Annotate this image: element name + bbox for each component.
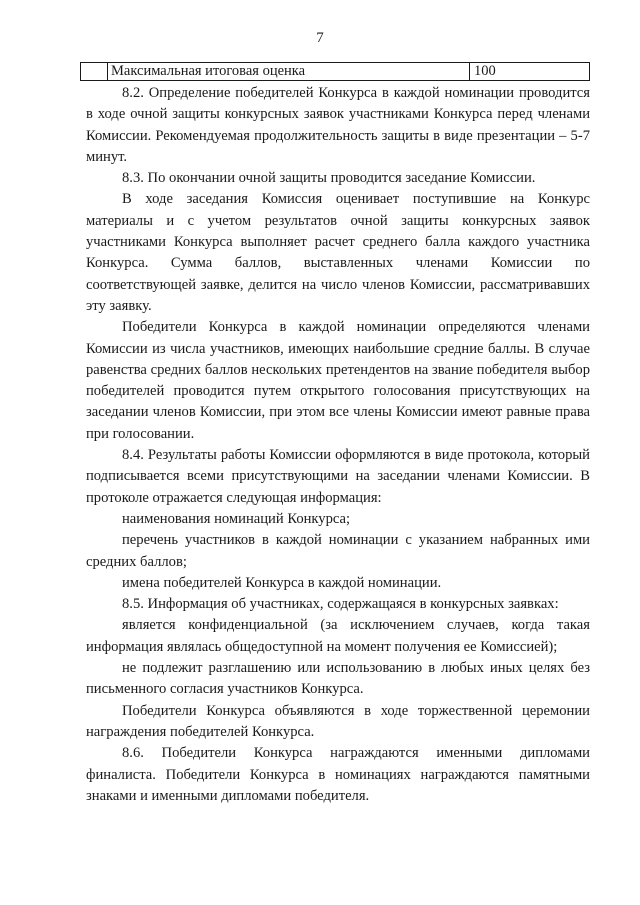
- document-body: [86, 83, 590, 807]
- paragraph-8-3: 8.3. По окончании очной защиты проводится заседание Комиссии.: [122, 170, 536, 187]
- list-item-winners: имена победителей Конкурса в каждой номинации.: [122, 574, 442, 591]
- table-cell-value: 100: [474, 63, 496, 79]
- list-item-no-disclosure: не подлежит разглашению или использованию в любых иных целях без письменного согласия участников Конкурса.: [86, 660, 590, 698]
- paragraph-8-4: 8.4. Результаты работы Комиссии оформляются в виде протокола, который подписывается всеми присутствующими на заседании членами Комиссии. В протоколе отражается следующая информация:: [86, 447, 590, 506]
- list-item-confidential: является конфиденциальной (за исключением случаев, когда такая информация являлась общедоступной на момент получения ее Комиссией);: [86, 617, 590, 655]
- table-cell-label: Максимальная итоговая оценка: [108, 63, 470, 80]
- paragraph-8-2: 8.2. Определение победителей Конкурса в каждой номинации проводится в ходе очной защиты конкурсных заявок участниками Конкурса перед членами Комиссии. Рекомендуемая продолжительность защиты в виде презентации – 5-7 минут.: [86, 85, 590, 165]
- paragraph-8-5: 8.5. Информация об участниках, содержащаяся в конкурсных заявках:: [122, 596, 559, 613]
- list-item-participants: перечень участников в каждой номинации с указанием набранных ими средних баллов;: [86, 532, 590, 570]
- table-cell-empty: [81, 63, 108, 80]
- paragraph-ceremony: Победители Конкурса объявляются в ходе торжественной церемонии награждения победителей Конкурса.: [86, 702, 590, 740]
- list-item-nominations: наименования номинаций Конкурса;: [122, 510, 351, 527]
- page-number: 7: [316, 30, 324, 46]
- paragraph-winners: Победители Конкурса в каждой номинации определяются членами Комиссии из числа участников, имеющих наибольшие средние баллы. В случае равенства средних баллов нескольких претендентов на звание победителя выбор победителей проводится путем открытого голосования присутствующих на заседании членов Комиссии, при этом все члены Комиссии имеют равные права при голосовании.: [86, 319, 590, 442]
- paragraph-evaluation: В ходе заседания Комиссия оценивает поступившие на Конкурс материалы и с учетом результатов очной защиты конкурсных заявок участниками Конкурса выполняет расчет среднего балла каждого участника Конкурса. Сумма баллов, выставленных членами Комиссии по соответствующей заявке, делится на число членов Комиссии, рассматривавших эту заявку.: [86, 191, 590, 314]
- paragraph-8-6: 8.6. Победители Конкурса награждаются именными дипломами финалиста. Победители Конкурса в номинациях награждаются памятными знаками и именными дипломами победителя.: [86, 745, 590, 804]
- score-table-row: [80, 62, 590, 81]
